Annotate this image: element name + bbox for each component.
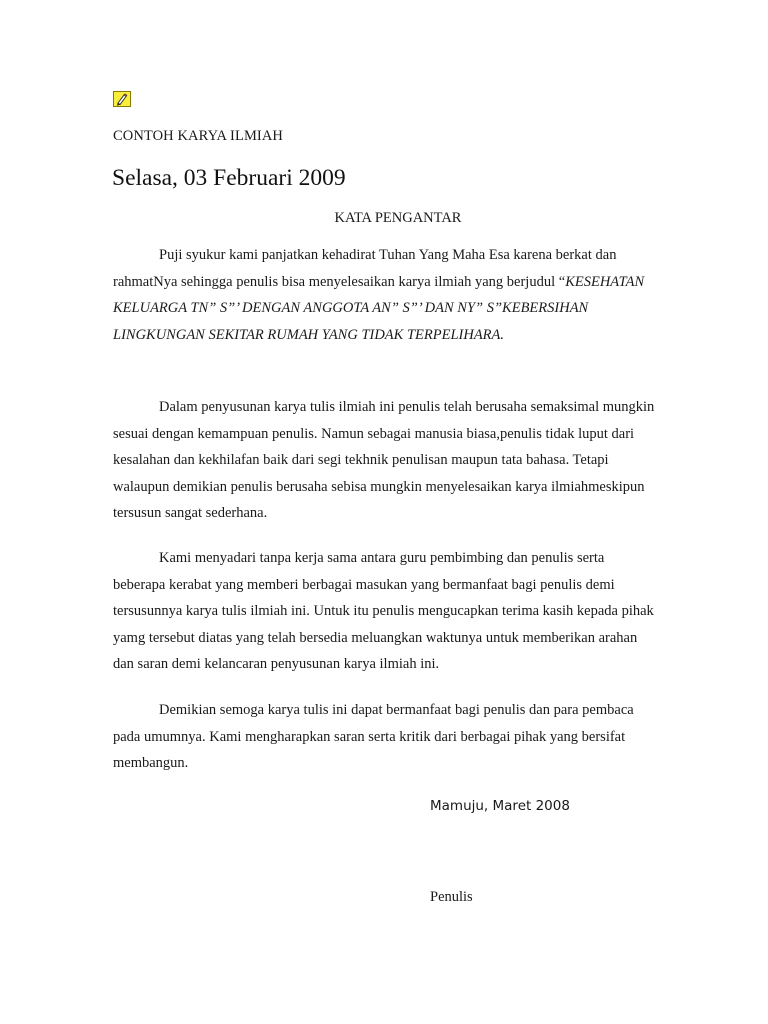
paragraph-3 bbox=[113, 545, 658, 678]
paragraph-1 bbox=[113, 242, 658, 348]
paragraph-3-text: Kami menyadari tanpa kerja sama antara guru pembimbing dan penulis serta beberapa kerabat yang memberi berbagai masukan yang bermanfaat bagi penulis demi tersusunnya karya tulis ilmiah ini. Untuk itu penulis mengucapkan terima kasih kepada pihak yamg tersebut diatas yang telah bersedia meluangkan waktunya untuk memberikan arahan dan saran demi kelancaran penyusunan karya ilmiah ini. bbox=[113, 550, 654, 672]
paragraph-2-text: Dalam penyusunan karya tulis ilmiah ini penulis telah berusaha semaksimal mungkin sesuai dengan kemampuan penulis. Namun sebagai manusia biasa,penulis tidak luput dari kesalahan dan kekhilafan baik dari segi tekhnik penulisan maupun tata bahasa. Tetapi walaupun demikian penulis berusaha sebisa mungkin menyelesaikan karya ilmiahmeskipun tersusun sangat sederhana. bbox=[113, 399, 655, 521]
paragraph-2 bbox=[113, 394, 658, 527]
signature-place-date: Mamuju, Maret 2008 bbox=[430, 798, 570, 814]
edit-pencil-icon[interactable] bbox=[113, 91, 131, 107]
signature-role: Penulis bbox=[430, 889, 473, 905]
paragraph-1-lead: Puji syukur kami panjatkan kehadirat Tuhan Yang Maha Esa karena berkat dan rahmatNya sehingga penulis bisa menyelesaikan karya ilmiah yang berjudul “ bbox=[113, 247, 617, 290]
document-label: CONTOH KARYA ILMIAH bbox=[113, 128, 284, 144]
section-heading: KATA PENGANTAR bbox=[334, 210, 462, 226]
document-date: Selasa, 03 Februari 2009 bbox=[112, 165, 346, 191]
paragraph-4 bbox=[113, 697, 658, 777]
paragraph-1-title: KESEHATAN KELUARGA TN” S”’ DENGAN ANGGOTA AN” S”’ DAN NY” S”KEBERSIHAN LINGKUNGAN SEKITAR RUMAH YANG TIDAK TERPELIHARA. bbox=[113, 273, 645, 343]
pencil-glyph bbox=[115, 93, 129, 106]
paragraph-4-text: Demikian semoga karya tulis ini dapat bermanfaat bagi penulis dan para pembaca pada umumnya. Kami mengharapkan saran serta kritik dari berbagai pihak yang bersifat membangun. bbox=[113, 702, 634, 771]
